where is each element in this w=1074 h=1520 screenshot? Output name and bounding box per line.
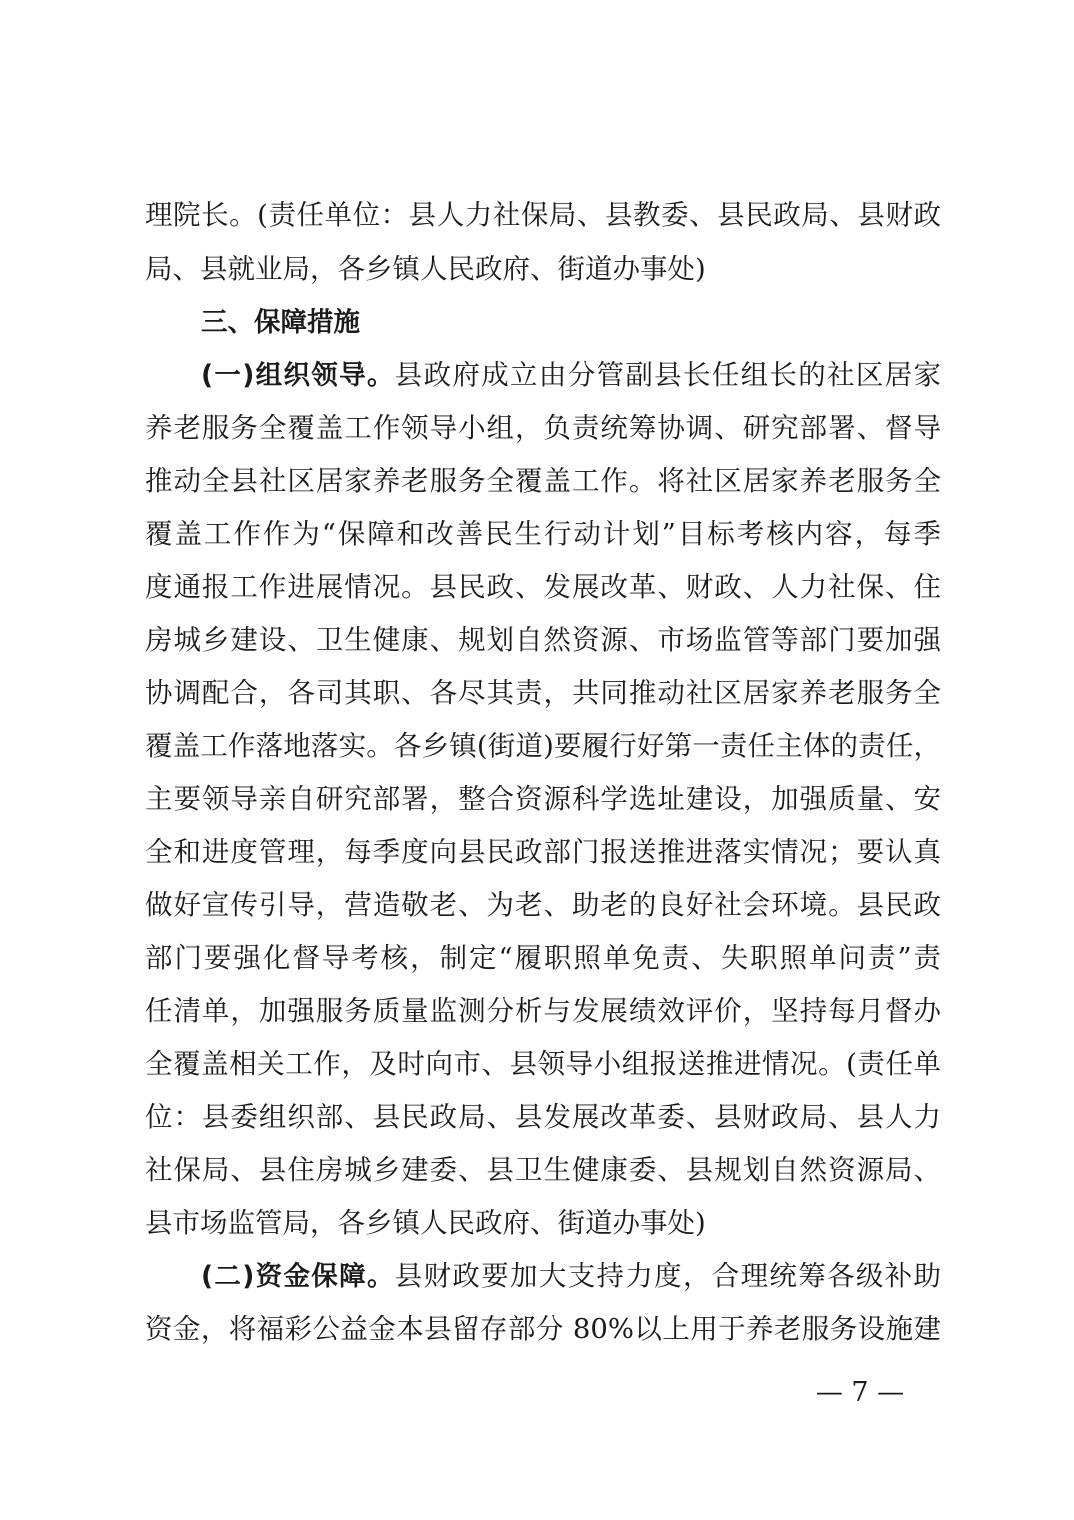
body-text-line: 全覆盖相关工作，及时向市、县领导小组报送推进情况。(责任单 — [145, 1048, 941, 1080]
body-text-line: 县市场监管局，各乡镇人民政府、街道办事处) — [145, 1207, 706, 1239]
body-text-line: 度通报工作进展情况。县民政、发展改革、财政、人力社保、住 — [145, 571, 941, 603]
body-text-line: 房城乡建设、卫生健康、规划自然资源、市场监管等部门要加强 — [145, 624, 941, 656]
page-number: — 7 — — [815, 1377, 905, 1408]
subsection-lead: (二)资金保障。 — [201, 1261, 395, 1292]
section-heading — [201, 302, 941, 342]
subsection-lead: (一)组织领导。 — [201, 360, 395, 391]
body-text-line: 局、县就业局，各乡镇人民政府、街道办事处) — [145, 253, 706, 285]
body-text-line: 理院长。(责任单位：县人力社保局、县教委、县民政局、县财政 — [145, 199, 941, 231]
body-text-line: 社保局、县住房城乡建委、县卫生健康委、县规划自然资源局、 — [145, 1154, 941, 1186]
body-text-line: 主要领导亲自研究部署，整合资源科学选址建设，加强质量、安 — [145, 783, 941, 815]
section-heading-text: 三、保障措施 — [201, 307, 360, 338]
body-text-line: 部门要强化督导考核，制定“履职照单免责、失职照单问责”责 — [145, 942, 941, 974]
paragraph-first-line — [201, 355, 941, 395]
body-text-line: 资金，将福彩公益金本县留存部分 80%以上用于养老服务设施建 — [145, 1313, 941, 1345]
body-text-line: 养老服务全覆盖工作领导小组，负责统筹协调、研究部署、督导 — [145, 412, 941, 444]
body-text-line: 做好宣传引导，营造敬老、为老、助老的良好社会环境。县民政 — [145, 889, 941, 921]
body-text-line: 覆盖工作落地落实。各乡镇(街道)要履行好第一责任主体的责任， — [145, 730, 941, 762]
body-text-line: 位：县委组织部、县民政局、县发展改革委、县财政局、县人力 — [145, 1101, 941, 1133]
paragraph-first-line — [201, 1256, 941, 1296]
body-text-line: 推动全县社区居家养老服务全覆盖工作。将社区居家养老服务全 — [145, 465, 941, 497]
body-text-line: 任清单，加强服务质量监测分析与发展绩效评价，坚持每月督办 — [145, 995, 941, 1027]
body-text-line: 覆盖工作作为“保障和改善民生行动计划”目标考核内容，每季 — [145, 518, 941, 550]
body-text-line: 协调配合，各司其职、各尽其责，共同推动社区居家养老服务全 — [145, 677, 941, 709]
body-text-line: 全和进度管理，每季度向县民政部门报送推进落实情况；要认真 — [145, 836, 941, 868]
paragraph-text: 县财政要加大支持力度，合理统筹各级补助 — [394, 1260, 941, 1292]
paragraph-text: 县政府成立由分管副县长任组长的社区居家 — [394, 359, 941, 391]
